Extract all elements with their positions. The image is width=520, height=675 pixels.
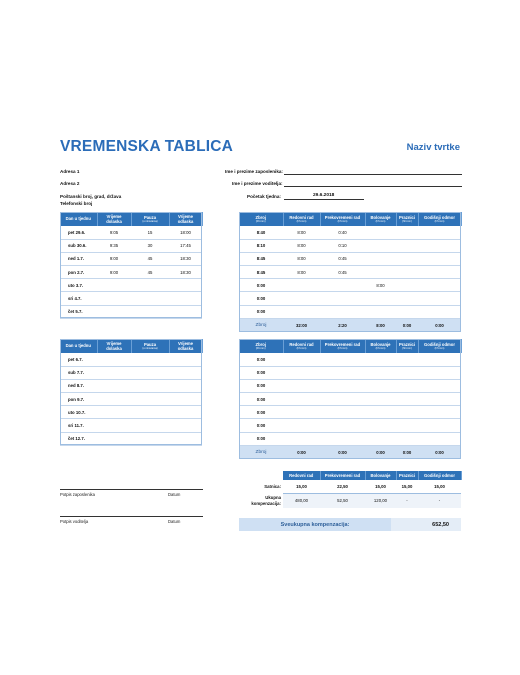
rate-value[interactable]: 15,00	[283, 480, 320, 493]
rates-table	[239, 471, 462, 508]
week1-time-table-border	[60, 212, 202, 318]
phone-number: Telefonski broj	[60, 201, 93, 206]
column-header-label: Godišnji odmor	[424, 214, 455, 220]
total-holiday: 0:00	[396, 445, 418, 459]
departure-time-cell[interactable]: 17:45	[169, 239, 202, 252]
manager-name-label: Ime i prezime voditelja:	[232, 181, 283, 186]
manager-signature-label: Potpis voditelja	[60, 519, 89, 524]
column-header-label: Prekovremeni rad	[324, 341, 361, 347]
column-header-label: Zbroj	[255, 214, 266, 220]
total-overtime: 0:00	[320, 445, 365, 459]
employee-name-label: Ime i prezime zaposlenika:	[225, 169, 283, 174]
daily-total-cell: 8:10	[239, 239, 283, 252]
column-header-label: Bolovanje	[370, 214, 391, 220]
column-header-label: Redovni rad	[289, 341, 314, 347]
column-header-unit: (hh:mm)	[375, 346, 386, 350]
daily-total-cell: 8:45	[239, 266, 283, 279]
rate-value[interactable]: 15,00	[365, 480, 396, 493]
compensation-label: Ukupna kompenzacija:	[251, 495, 281, 506]
column-header-unit: (hh:mm)	[255, 219, 266, 223]
arrival-time-cell[interactable]: 9:00	[97, 266, 131, 279]
total-sick: 8:00	[365, 318, 396, 332]
total-sick: 0:00	[365, 445, 396, 459]
rates-column-header: Redovni rad	[283, 471, 320, 480]
column-header-label: Dan u tjednu	[65, 343, 91, 349]
address-2: Adresa 2	[60, 181, 80, 186]
regular-hours-cell[interactable]: 8:00	[283, 266, 320, 279]
week-start-field[interactable]	[284, 199, 364, 200]
column-header-unit: (hh:mm)	[402, 219, 412, 223]
column-header-label: Praznici	[398, 214, 416, 220]
column-header-label: Dan u tjednu	[65, 216, 91, 222]
employee-signature-line[interactable]	[60, 489, 203, 490]
column-header-unit: (hh:mm)	[375, 219, 386, 223]
break-minutes-cell[interactable]: 45	[131, 266, 169, 279]
departure-time-cell[interactable]: 18:30	[169, 252, 202, 265]
day-cell: sri 4.7.	[60, 292, 97, 305]
total-overtime: 2:20	[320, 318, 365, 332]
regular-hours-cell[interactable]: 8:00	[283, 252, 320, 265]
compensation-value: -	[396, 493, 418, 508]
daily-total-cell: 0:00	[239, 406, 283, 419]
day-cell: čet 12.7.	[60, 432, 97, 445]
compensation-value: 52,50	[320, 493, 365, 508]
column-header-label: Vrijeme dolaska	[106, 340, 122, 351]
daily-total-cell: 0:00	[239, 432, 283, 445]
city-state: Poštanski broj, grad, država	[60, 194, 122, 199]
day-cell: ned 1.7.	[60, 252, 97, 265]
arrival-time-cell[interactable]: 9:05	[97, 226, 131, 239]
day-cell: pet 6.7.	[60, 353, 97, 366]
rate-value[interactable]: 15,00	[418, 480, 461, 493]
sick-leave-cell[interactable]: 8:00	[365, 279, 396, 292]
day-cell: pon 9.7.	[60, 393, 97, 406]
rates-column-header: Prekovremeni rad	[320, 471, 365, 480]
column-header-unit: (hh:mm)	[296, 219, 307, 223]
overtime-hours-cell[interactable]: 0:10	[320, 239, 365, 252]
total-vacation: 0:00	[418, 318, 461, 332]
rate-label: Satnica:	[264, 484, 281, 489]
totals-label: Zbroj	[239, 318, 283, 332]
week-start-value: 29.6.2018	[313, 193, 335, 198]
total-regular: 32:00	[283, 318, 320, 332]
grand-total-label: Sveukupna kompenzacija:	[239, 518, 391, 531]
column-header-unit: (u minutama)	[142, 219, 158, 223]
week1-summary-table-border	[239, 212, 461, 332]
overtime-hours-cell[interactable]: 0:45	[320, 266, 365, 279]
column-header-unit: (hh:mm)	[434, 346, 445, 350]
daily-total-cell: 8:40	[239, 226, 283, 239]
daily-total-cell: 0:00	[239, 353, 283, 366]
week2-summary-table-border	[239, 339, 461, 459]
employee-name-field[interactable]	[284, 174, 462, 175]
column-header-label: Prekovremeni rad	[324, 214, 361, 220]
departure-time-cell[interactable]: 18:00	[169, 226, 202, 239]
manager-date-label: Datum	[168, 519, 181, 524]
address-1: Adresa 1	[60, 169, 80, 174]
column-header-unit: (hh:mm)	[402, 346, 412, 350]
week2-time-table-border	[60, 339, 202, 445]
day-cell: sub 30.6.	[60, 239, 97, 252]
column-header-label: Godišnji odmor	[424, 341, 455, 347]
rate-value[interactable]: 15,00	[396, 480, 418, 493]
daily-total-cell: 0:00	[239, 366, 283, 379]
departure-time-cell[interactable]: 18:30	[169, 266, 202, 279]
day-cell: pet 29.6.	[60, 226, 97, 239]
daily-total-cell: 0:00	[239, 419, 283, 432]
column-header-unit: (hh:mm)	[337, 219, 348, 223]
column-header-label: Praznici	[398, 341, 416, 347]
compensation-value: 120,00	[365, 493, 396, 508]
daily-total-cell: 0:00	[239, 292, 283, 305]
column-header-unit: (hh:mm)	[337, 346, 348, 350]
manager-signature-line[interactable]	[60, 516, 203, 517]
compensation-value: -	[418, 493, 461, 508]
day-cell: ned 8.7.	[60, 379, 97, 392]
overtime-hours-cell[interactable]: 0:40	[320, 226, 365, 239]
column-header-label: Bolovanje	[370, 341, 391, 347]
rates-column-header: Godišnji odmor	[418, 471, 461, 480]
break-minutes-cell[interactable]: 30	[131, 239, 169, 252]
week-start-label: Početak tjedna:	[247, 194, 281, 199]
day-cell: uto 3.7.	[60, 279, 97, 292]
column-header-label: Vrijeme odlaska	[177, 213, 194, 224]
column-header-unit: (hh:mm)	[434, 219, 445, 223]
day-cell: sub 7.7.	[60, 366, 97, 379]
daily-total-cell: 0:00	[239, 379, 283, 392]
column-header-label: Pauza	[143, 214, 157, 220]
employee-signature-label: Potpis zaposlenika	[60, 492, 95, 497]
manager-name-field[interactable]	[284, 186, 462, 187]
totals-label: Zbroj	[239, 445, 283, 459]
grand-total	[239, 518, 461, 531]
day-cell: uto 10.7.	[60, 406, 97, 419]
daily-total-cell: 0:00	[239, 393, 283, 406]
compensation-value: 480,00	[283, 493, 320, 508]
column-header-unit: (hh:mm)	[296, 346, 307, 350]
column-header-label: Vrijeme dolaska	[106, 213, 122, 224]
column-header-unit: (hh:mm)	[255, 346, 266, 350]
day-cell: sri 11.7.	[60, 419, 97, 432]
regular-hours-cell[interactable]: 8:00	[283, 226, 320, 239]
column-header-label: Redovni rad	[289, 214, 314, 220]
column-header-label: Vrijeme odlaska	[177, 340, 194, 351]
total-holiday: 0:00	[396, 318, 418, 332]
arrival-time-cell[interactable]: 9:35	[97, 239, 131, 252]
employee-date-label: Datum	[168, 492, 181, 497]
column-header-unit: (u minutama)	[142, 346, 158, 350]
rate-value[interactable]: 22,50	[320, 480, 365, 493]
daily-total-cell: 0:00	[239, 305, 283, 318]
rates-column-header: Bolovanje	[365, 471, 396, 480]
column-header-label: Zbroj	[255, 341, 266, 347]
company-name: Naziv tvrtke	[406, 142, 460, 153]
total-vacation: 0:00	[418, 445, 461, 459]
arrival-time-cell[interactable]: 9:00	[97, 252, 131, 265]
rates-column-header: Praznici	[396, 471, 418, 480]
rates-corner	[239, 471, 283, 480]
day-cell: čet 5.7.	[60, 305, 97, 318]
total-regular: 0:00	[283, 445, 320, 459]
break-minutes-cell[interactable]: 15	[131, 226, 169, 239]
column-header-label: Pauza	[143, 341, 157, 347]
break-minutes-cell[interactable]: 45	[131, 252, 169, 265]
daily-total-cell: 0:00	[239, 279, 283, 292]
regular-hours-cell[interactable]: 8:00	[283, 239, 320, 252]
day-cell: pon 2.7.	[60, 266, 97, 279]
page-title: VREMENSKA TABLICA	[60, 138, 234, 155]
grand-total-value: 652,50	[391, 518, 461, 531]
overtime-hours-cell[interactable]: 0:45	[320, 252, 365, 265]
daily-total-cell: 8:45	[239, 252, 283, 265]
